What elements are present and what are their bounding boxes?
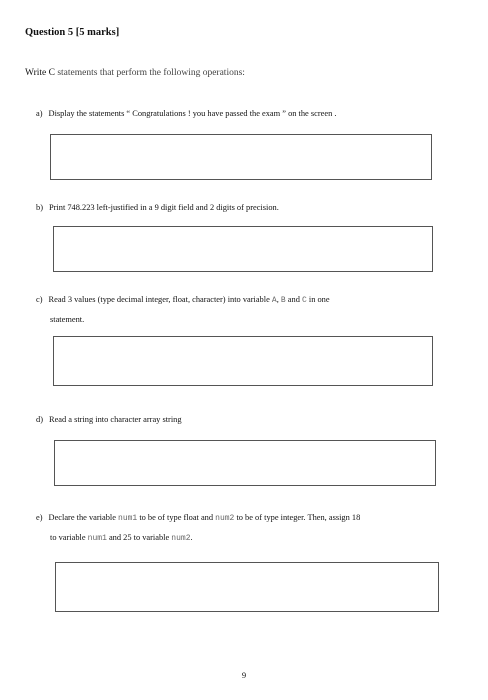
question-intro — [25, 68, 245, 78]
question-a — [36, 104, 456, 123]
question-e-text-2: to be of type float and — [137, 513, 216, 522]
question-e-text-6: . — [190, 533, 193, 542]
question-c-line-2: statement. — [50, 315, 85, 324]
variable-a: A — [271, 296, 277, 305]
question-c-text-2: in one — [306, 295, 330, 304]
question-a-text: Display the statements “ Congratulations ! you have passed the exam ” on the screen . — [48, 109, 337, 118]
question-a-label: a) — [36, 109, 43, 118]
question-e-text-3: to be of type integer. Then, assign 18 — [234, 513, 361, 522]
question-d-label: d) — [36, 415, 43, 424]
variable-c: C — [301, 296, 307, 305]
question-b-label: b) — [36, 203, 43, 212]
question-e-text-4: to variable — [50, 533, 88, 542]
variable-num2: num2 — [215, 514, 235, 523]
answer-box-a[interactable] — [50, 134, 432, 180]
intro-rest: statements that perform the following operations: — [57, 68, 245, 78]
intro-lead: Write C — [25, 68, 58, 78]
question-e-label: e) — [36, 513, 43, 522]
question-b-text: Print 748.223 left-justified in a 9 digit field and 2 digits of precision. — [48, 203, 279, 212]
question-c-text-1: Read 3 values (type decimal integer, float, character) into variable — [48, 295, 272, 304]
answer-box-e[interactable] — [55, 562, 439, 612]
question-d — [36, 410, 456, 429]
variable-num1: num1 — [118, 514, 138, 523]
question-e-line-2 — [36, 528, 456, 548]
question-c-label: c) — [36, 295, 43, 304]
question-c-sep-2: and — [285, 295, 302, 304]
question-c — [36, 290, 456, 329]
variable-num1-second: num1 — [87, 534, 107, 543]
question-e-text-5: and 25 to variable — [106, 533, 172, 542]
page-number: 9 — [241, 670, 247, 680]
question-b — [36, 198, 456, 217]
question-e-text-1: Declare the variable — [48, 513, 119, 522]
answer-box-b[interactable] — [53, 226, 433, 272]
answer-box-c[interactable] — [53, 336, 433, 386]
question-c-sep-1: , — [276, 295, 281, 304]
question-title: Question 5 [5 marks] — [25, 27, 120, 38]
question-e — [36, 508, 456, 548]
answer-box-d[interactable] — [54, 440, 436, 486]
variable-b: B — [280, 296, 286, 305]
question-d-text: Read a string into character array string — [48, 415, 182, 424]
variable-num2-second: num2 — [171, 534, 191, 543]
